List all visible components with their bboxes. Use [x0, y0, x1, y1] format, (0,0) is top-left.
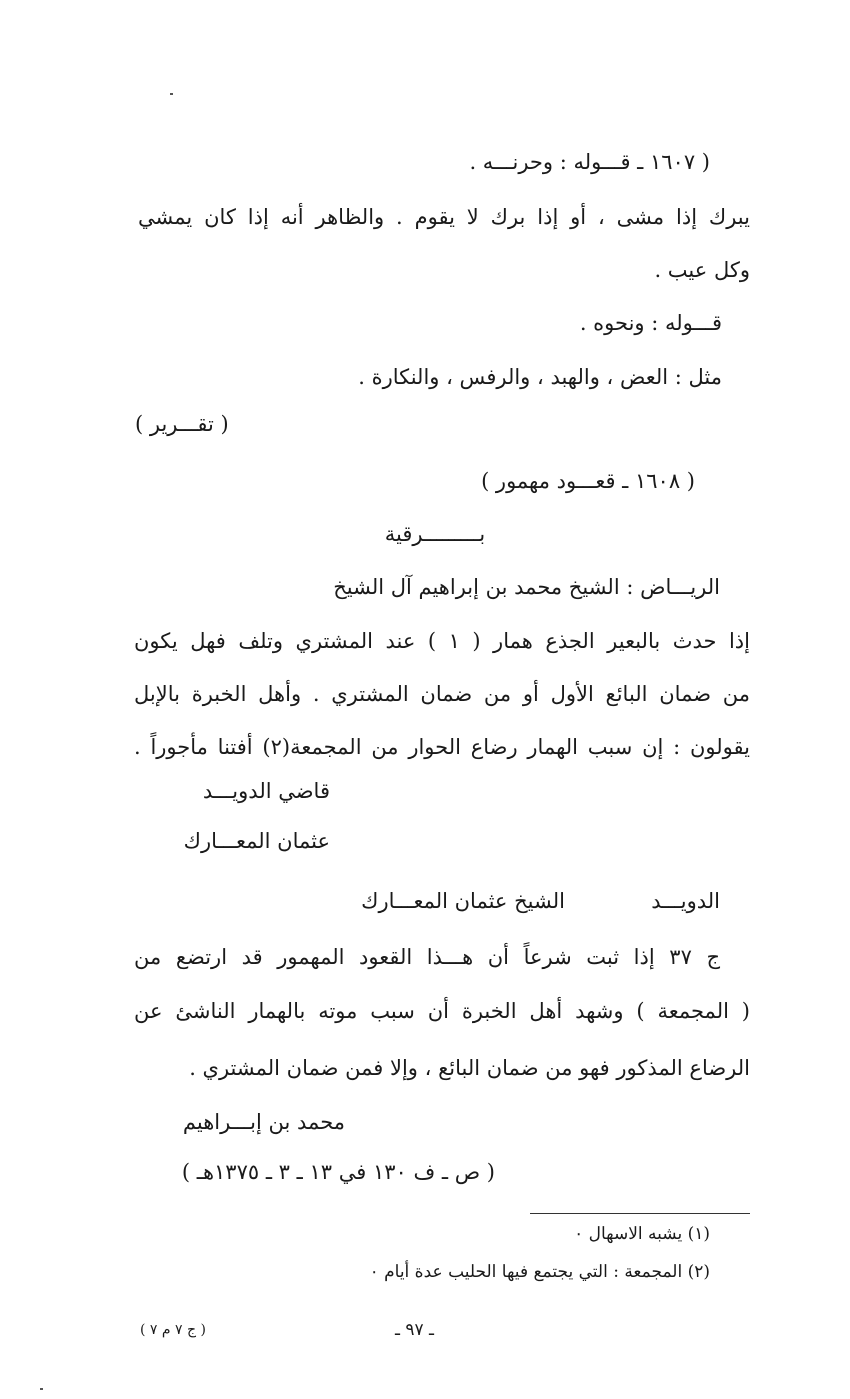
entry-1607-example: مثل : العض ، والهبد ، والرفس ، والنكارة .	[358, 365, 722, 389]
scan-speck	[40, 1388, 43, 1390]
footnote-2: (٢) المجمعة : التي يجتمع فيها الحليب عدة أيام ٠	[369, 1262, 710, 1282]
answer-line-1: ج ٣٧ إذا ثبت شرعاً أن هـــذا القعود المهمور قد ارتضع من	[134, 945, 720, 969]
scan-speck	[170, 93, 173, 95]
volume-reference: ( ج ٧ م ٧ )	[140, 1322, 206, 1338]
sender-name: عثمان المعـــارك	[183, 829, 330, 853]
question-line-3: يقولون : إن سبب الهمار رضاع الحوار من المجمعة(٢) أفتنا مأجوراً .	[134, 735, 750, 759]
reply-place: الدويـــد	[651, 889, 720, 913]
entry-1607-line-2: وكل عيب .	[654, 258, 750, 282]
reply-to: الشيخ عثمان المعـــارك	[361, 889, 565, 913]
entry-1607-label: ( تقـــرير )	[135, 412, 229, 436]
signature: محمد بن إبـــراهيم	[182, 1110, 345, 1134]
page-number: ـ ٩٧ ـ	[395, 1320, 435, 1340]
answer-line-3: الرضاع المذكور فهو من ضمان البائع ، وإلا فمن ضمان المشتري .	[189, 1056, 750, 1080]
entry-1607-heading: ( ١٦٠٧ ـ قـــوله : وحرنـــه .	[469, 150, 710, 174]
sender-title: قاضي الدويـــد	[202, 779, 330, 803]
addressee: الريـــاض : الشيخ محمد بن إبراهيم آل الشيخ	[333, 575, 720, 599]
document-type: بـــــــــرقية	[384, 522, 486, 546]
entry-1607-subheading: قـــوله : ونحوه .	[579, 311, 722, 335]
reference: ( ص ـ ف ١٣٠ في ١٣ ـ ٣ ـ ١٣٧٥هـ )	[181, 1160, 495, 1184]
question-line-1: إذا حدث بالبعير الجذع همار ( ١ ) عند المشتري وتلف فهل يكون	[134, 629, 750, 653]
entry-1608-heading: ( ١٦٠٨ ـ قعـــود مهمور )	[481, 469, 695, 493]
question-line-2: من ضمان البائع الأول أو من ضمان المشتري . وأهل الخبرة بالإبل	[134, 682, 751, 706]
footnote-divider	[530, 1213, 750, 1214]
footnote-1: (١) يشبه الاسهال ٠	[574, 1224, 710, 1244]
answer-line-2: ( المجمعة ) وشهد أهل الخبرة أن سبب موته بالهمار الناشئ عن	[134, 999, 750, 1023]
entry-1607-line-1: يبرك إذا مشى ، أو إذا برك لا يقوم . والظاهر أنه إذا كان يمشي	[138, 205, 750, 229]
